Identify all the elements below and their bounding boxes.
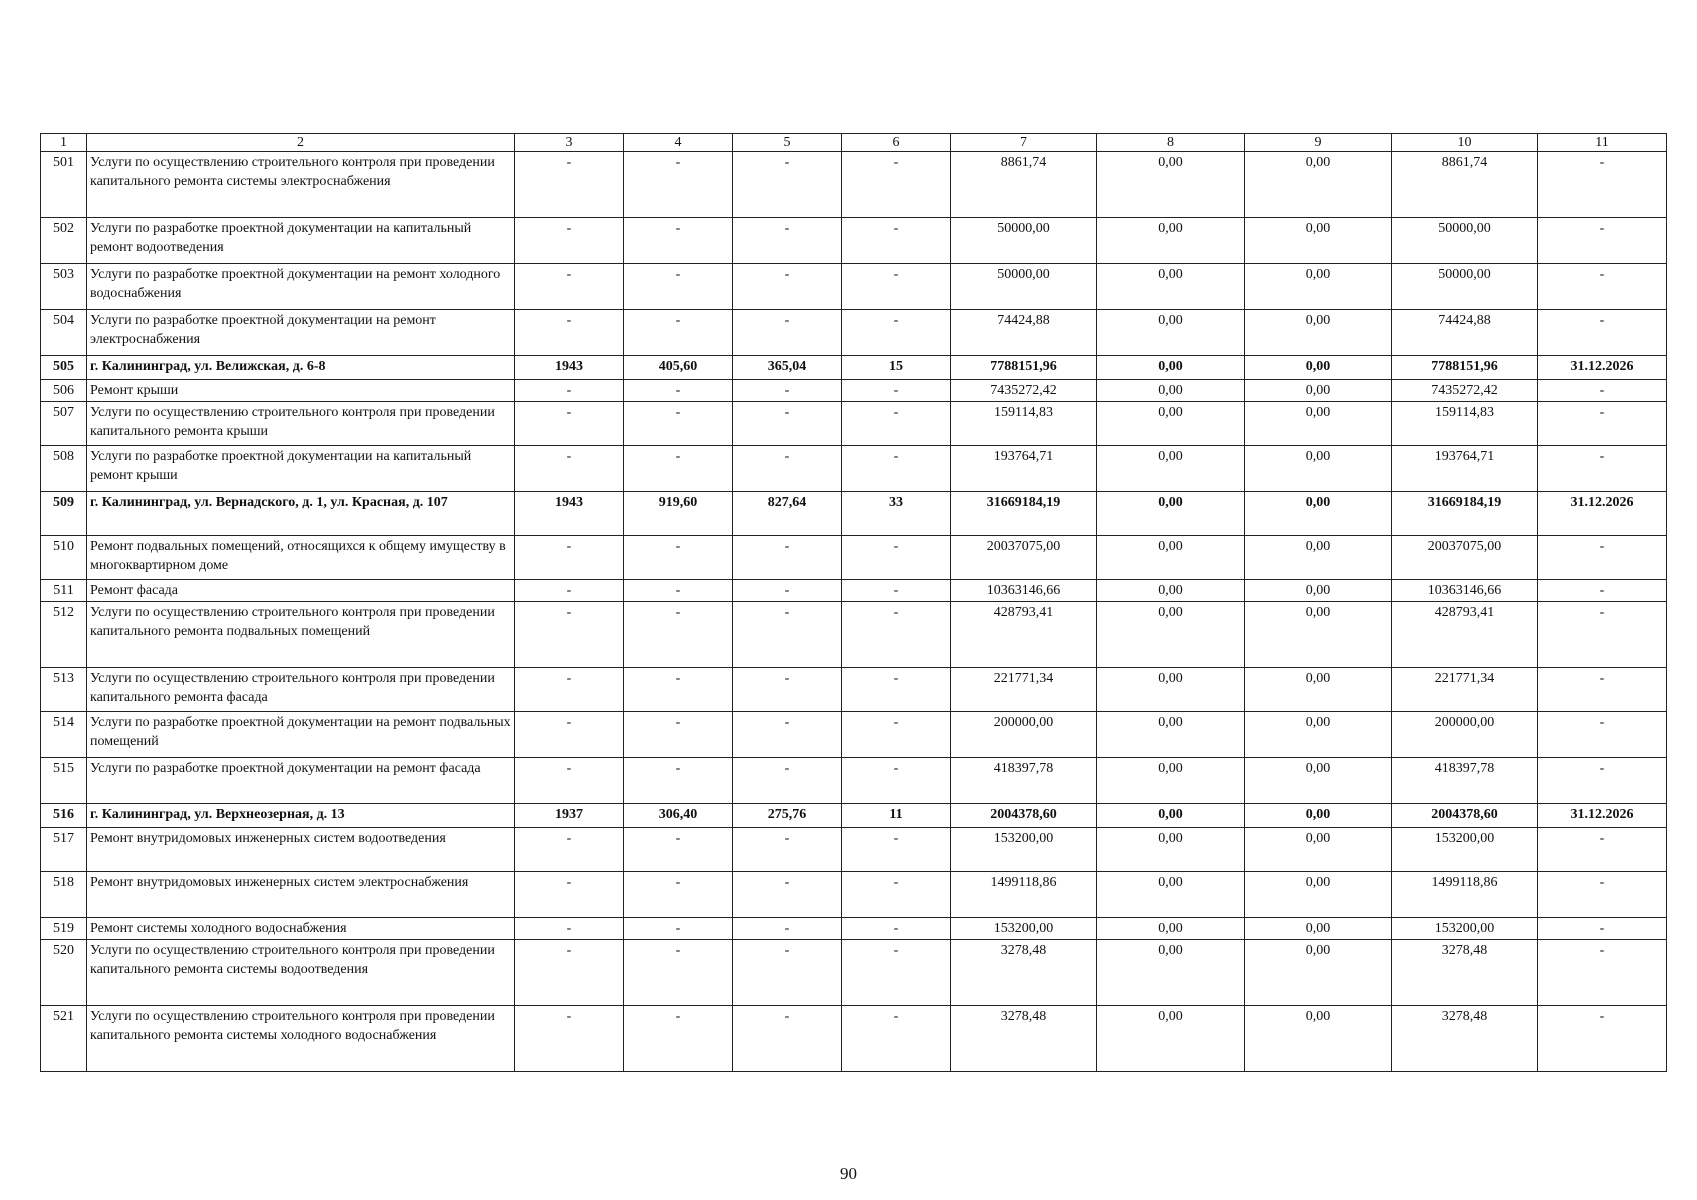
row-number-cell: 514: [41, 712, 87, 758]
total-area-cell: -: [624, 918, 733, 940]
regional-funds-cell: 0,00: [1245, 380, 1392, 402]
federal-funds-cell: 0,00: [1097, 828, 1245, 872]
total-area-cell: 405,60: [624, 356, 733, 380]
row-number-cell: 511: [41, 580, 87, 602]
row-number-cell: 521: [41, 1006, 87, 1072]
total-area-cell: -: [624, 152, 733, 218]
table-row: [41, 446, 1667, 492]
year-cell: -: [515, 828, 624, 872]
federal-funds-cell: 0,00: [1097, 536, 1245, 580]
column-header: 2: [87, 134, 515, 152]
regional-funds-cell: 0,00: [1245, 356, 1392, 380]
table-row: [41, 536, 1667, 580]
column-header: 7: [951, 134, 1097, 152]
table-row: [41, 492, 1667, 536]
residential-area-cell: -: [733, 668, 842, 712]
owner-funds-cell: 8861,74: [1392, 152, 1538, 218]
work-description-cell: Услуги по разработке проектной документации на ремонт холодного водоснабжения: [87, 264, 515, 310]
federal-funds-cell: 0,00: [1097, 804, 1245, 828]
residential-area-cell: -: [733, 918, 842, 940]
total-area-cell: -: [624, 580, 733, 602]
residential-area-cell: 365,04: [733, 356, 842, 380]
residential-area-cell: -: [733, 446, 842, 492]
total-cost-cell: 31669184,19: [951, 492, 1097, 536]
row-number-cell: 517: [41, 828, 87, 872]
deadline-cell: 31.12.2026: [1538, 356, 1667, 380]
total-cost-cell: 50000,00: [951, 218, 1097, 264]
residents-count-cell: -: [842, 218, 951, 264]
regional-funds-cell: 0,00: [1245, 828, 1392, 872]
work-description-cell: Услуги по осуществлению строительного контроля при проведении капитального ремонта системы водоотведения: [87, 940, 515, 1006]
work-description-cell: Услуги по осуществлению строительного контроля при проведении капитального ремонта системы электроснабжения: [87, 152, 515, 218]
residents-count-cell: -: [842, 602, 951, 668]
year-cell: 1937: [515, 804, 624, 828]
table-row: [41, 580, 1667, 602]
table-row: [41, 940, 1667, 1006]
total-area-cell: -: [624, 380, 733, 402]
residents-count-cell: 15: [842, 356, 951, 380]
residential-area-cell: -: [733, 580, 842, 602]
residents-count-cell: -: [842, 152, 951, 218]
row-number-cell: 509: [41, 492, 87, 536]
total-area-cell: -: [624, 446, 733, 492]
deadline-cell: -: [1538, 446, 1667, 492]
residential-area-cell: -: [733, 218, 842, 264]
federal-funds-cell: 0,00: [1097, 940, 1245, 1006]
regional-funds-cell: 0,00: [1245, 218, 1392, 264]
year-cell: -: [515, 218, 624, 264]
table-row: [41, 356, 1667, 380]
total-cost-cell: 159114,83: [951, 402, 1097, 446]
total-area-cell: -: [624, 758, 733, 804]
residential-area-cell: -: [733, 310, 842, 356]
deadline-cell: -: [1538, 602, 1667, 668]
federal-funds-cell: 0,00: [1097, 758, 1245, 804]
total-area-cell: -: [624, 602, 733, 668]
owner-funds-cell: 200000,00: [1392, 712, 1538, 758]
total-cost-cell: 2004378,60: [951, 804, 1097, 828]
regional-funds-cell: 0,00: [1245, 804, 1392, 828]
column-header: 6: [842, 134, 951, 152]
column-header: 4: [624, 134, 733, 152]
work-description-cell: Услуги по разработке проектной документации на капитальный ремонт водоотведения: [87, 218, 515, 264]
work-description-cell: г. Калининград, ул. Велижская, д. 6-8: [87, 356, 515, 380]
residential-area-cell: 275,76: [733, 804, 842, 828]
deadline-cell: -: [1538, 580, 1667, 602]
work-description-cell: Ремонт подвальных помещений, относящихся к общему имуществу в многоквартирном доме: [87, 536, 515, 580]
work-description-cell: г. Калининград, ул. Верхнеозерная, д. 13: [87, 804, 515, 828]
residential-area-cell: -: [733, 758, 842, 804]
year-cell: -: [515, 402, 624, 446]
row-number-cell: 512: [41, 602, 87, 668]
column-number-header-row: [41, 134, 1667, 152]
total-area-cell: -: [624, 828, 733, 872]
deadline-cell: -: [1538, 828, 1667, 872]
federal-funds-cell: 0,00: [1097, 310, 1245, 356]
owner-funds-cell: 1499118,86: [1392, 872, 1538, 918]
owner-funds-cell: 3278,48: [1392, 1006, 1538, 1072]
year-cell: -: [515, 918, 624, 940]
total-area-cell: -: [624, 402, 733, 446]
residential-area-cell: -: [733, 264, 842, 310]
deadline-cell: 31.12.2026: [1538, 492, 1667, 536]
owner-funds-cell: 2004378,60: [1392, 804, 1538, 828]
residents-count-cell: -: [842, 446, 951, 492]
residents-count-cell: -: [842, 918, 951, 940]
residents-count-cell: -: [842, 828, 951, 872]
total-cost-cell: 3278,48: [951, 940, 1097, 1006]
total-cost-cell: 50000,00: [951, 264, 1097, 310]
regional-funds-cell: 0,00: [1245, 602, 1392, 668]
owner-funds-cell: 10363146,66: [1392, 580, 1538, 602]
total-area-cell: 919,60: [624, 492, 733, 536]
residential-area-cell: -: [733, 402, 842, 446]
table-row: [41, 804, 1667, 828]
year-cell: -: [515, 602, 624, 668]
deadline-cell: -: [1538, 668, 1667, 712]
regional-funds-cell: 0,00: [1245, 872, 1392, 918]
regional-funds-cell: 0,00: [1245, 712, 1392, 758]
total-cost-cell: 200000,00: [951, 712, 1097, 758]
total-area-cell: -: [624, 264, 733, 310]
deadline-cell: -: [1538, 402, 1667, 446]
residents-count-cell: -: [842, 380, 951, 402]
residents-count-cell: -: [842, 940, 951, 1006]
year-cell: -: [515, 264, 624, 310]
table-row: [41, 758, 1667, 804]
total-cost-cell: 153200,00: [951, 828, 1097, 872]
work-description-cell: Услуги по разработке проектной документации на ремонт электроснабжения: [87, 310, 515, 356]
year-cell: -: [515, 152, 624, 218]
federal-funds-cell: 0,00: [1097, 580, 1245, 602]
deadline-cell: -: [1538, 872, 1667, 918]
total-cost-cell: 193764,71: [951, 446, 1097, 492]
regional-funds-cell: 0,00: [1245, 668, 1392, 712]
table-row: [41, 218, 1667, 264]
residents-count-cell: -: [842, 402, 951, 446]
column-header: 5: [733, 134, 842, 152]
table-row: [41, 602, 1667, 668]
total-area-cell: -: [624, 940, 733, 1006]
work-description-cell: Ремонт внутридомовых инженерных систем электроснабжения: [87, 872, 515, 918]
residents-count-cell: -: [842, 712, 951, 758]
residents-count-cell: -: [842, 668, 951, 712]
deadline-cell: -: [1538, 536, 1667, 580]
federal-funds-cell: 0,00: [1097, 264, 1245, 310]
owner-funds-cell: 193764,71: [1392, 446, 1538, 492]
year-cell: -: [515, 758, 624, 804]
table-row: [41, 872, 1667, 918]
table-row: [41, 668, 1667, 712]
residents-count-cell: -: [842, 580, 951, 602]
total-cost-cell: 7435272,42: [951, 380, 1097, 402]
residential-area-cell: -: [733, 380, 842, 402]
table-row: [41, 152, 1667, 218]
total-area-cell: -: [624, 536, 733, 580]
federal-funds-cell: 0,00: [1097, 712, 1245, 758]
row-number-cell: 506: [41, 380, 87, 402]
year-cell: -: [515, 1006, 624, 1072]
total-cost-cell: 20037075,00: [951, 536, 1097, 580]
owner-funds-cell: 31669184,19: [1392, 492, 1538, 536]
table-row: [41, 1006, 1667, 1072]
total-area-cell: -: [624, 712, 733, 758]
residential-area-cell: -: [733, 152, 842, 218]
year-cell: -: [515, 712, 624, 758]
federal-funds-cell: 0,00: [1097, 402, 1245, 446]
deadline-cell: -: [1538, 712, 1667, 758]
regional-funds-cell: 0,00: [1245, 1006, 1392, 1072]
work-description-cell: Ремонт системы холодного водоснабжения: [87, 918, 515, 940]
year-cell: -: [515, 536, 624, 580]
residents-count-cell: 11: [842, 804, 951, 828]
owner-funds-cell: 153200,00: [1392, 918, 1538, 940]
column-header: 9: [1245, 134, 1392, 152]
residents-count-cell: -: [842, 264, 951, 310]
owner-funds-cell: 20037075,00: [1392, 536, 1538, 580]
column-header: 10: [1392, 134, 1538, 152]
total-cost-cell: 221771,34: [951, 668, 1097, 712]
total-cost-cell: 74424,88: [951, 310, 1097, 356]
table-body: [41, 134, 1667, 1072]
regional-funds-cell: 0,00: [1245, 264, 1392, 310]
regional-funds-cell: 0,00: [1245, 402, 1392, 446]
deadline-cell: -: [1538, 940, 1667, 1006]
federal-funds-cell: 0,00: [1097, 218, 1245, 264]
work-description-cell: Ремонт фасада: [87, 580, 515, 602]
owner-funds-cell: 153200,00: [1392, 828, 1538, 872]
residents-count-cell: -: [842, 872, 951, 918]
row-number-cell: 510: [41, 536, 87, 580]
total-cost-cell: 153200,00: [951, 918, 1097, 940]
federal-funds-cell: 0,00: [1097, 1006, 1245, 1072]
regional-funds-cell: 0,00: [1245, 758, 1392, 804]
table-row: [41, 310, 1667, 356]
total-cost-cell: 8861,74: [951, 152, 1097, 218]
year-cell: -: [515, 446, 624, 492]
total-area-cell: -: [624, 218, 733, 264]
row-number-cell: 520: [41, 940, 87, 1006]
work-description-cell: Услуги по осуществлению строительного контроля при проведении капитального ремонта подвальных помещений: [87, 602, 515, 668]
owner-funds-cell: 74424,88: [1392, 310, 1538, 356]
deadline-cell: -: [1538, 152, 1667, 218]
federal-funds-cell: 0,00: [1097, 918, 1245, 940]
residents-count-cell: -: [842, 536, 951, 580]
total-cost-cell: 7788151,96: [951, 356, 1097, 380]
work-description-cell: Услуги по разработке проектной документации на ремонт подвальных помещений: [87, 712, 515, 758]
residential-area-cell: -: [733, 1006, 842, 1072]
row-number-cell: 513: [41, 668, 87, 712]
year-cell: -: [515, 580, 624, 602]
residents-count-cell: -: [842, 310, 951, 356]
work-description-cell: Услуги по разработке проектной документации на ремонт фасада: [87, 758, 515, 804]
owner-funds-cell: 159114,83: [1392, 402, 1538, 446]
work-description-cell: Услуги по разработке проектной документации на капитальный ремонт крыши: [87, 446, 515, 492]
residential-area-cell: -: [733, 602, 842, 668]
work-description-cell: г. Калининград, ул. Вернадского, д. 1, ул. Красная, д. 107: [87, 492, 515, 536]
row-number-cell: 518: [41, 872, 87, 918]
work-description-cell: Ремонт крыши: [87, 380, 515, 402]
table-row: [41, 264, 1667, 310]
owner-funds-cell: 428793,41: [1392, 602, 1538, 668]
federal-funds-cell: 0,00: [1097, 356, 1245, 380]
owner-funds-cell: 50000,00: [1392, 264, 1538, 310]
regional-funds-cell: 0,00: [1245, 152, 1392, 218]
page-number: 90: [840, 1164, 857, 1183]
owner-funds-cell: 50000,00: [1392, 218, 1538, 264]
year-cell: -: [515, 310, 624, 356]
deadline-cell: -: [1538, 1006, 1667, 1072]
column-header: 8: [1097, 134, 1245, 152]
column-header: 1: [41, 134, 87, 152]
total-area-cell: 306,40: [624, 804, 733, 828]
year-cell: -: [515, 668, 624, 712]
regional-funds-cell: 0,00: [1245, 492, 1392, 536]
owner-funds-cell: 7788151,96: [1392, 356, 1538, 380]
total-cost-cell: 1499118,86: [951, 872, 1097, 918]
federal-funds-cell: 0,00: [1097, 872, 1245, 918]
row-number-cell: 501: [41, 152, 87, 218]
owner-funds-cell: 418397,78: [1392, 758, 1538, 804]
regional-funds-cell: 0,00: [1245, 580, 1392, 602]
table-row: [41, 712, 1667, 758]
row-number-cell: 516: [41, 804, 87, 828]
residential-area-cell: -: [733, 872, 842, 918]
owner-funds-cell: 221771,34: [1392, 668, 1538, 712]
work-description-cell: Ремонт внутридомовых инженерных систем водоотведения: [87, 828, 515, 872]
regional-funds-cell: 0,00: [1245, 536, 1392, 580]
row-number-cell: 515: [41, 758, 87, 804]
total-cost-cell: 10363146,66: [951, 580, 1097, 602]
federal-funds-cell: 0,00: [1097, 446, 1245, 492]
year-cell: -: [515, 940, 624, 1006]
residents-count-cell: 33: [842, 492, 951, 536]
federal-funds-cell: 0,00: [1097, 492, 1245, 536]
residential-area-cell: -: [733, 712, 842, 758]
residents-count-cell: -: [842, 758, 951, 804]
work-description-cell: Услуги по осуществлению строительного контроля при проведении капитального ремонта системы холодного водоснабжения: [87, 1006, 515, 1072]
total-area-cell: -: [624, 872, 733, 918]
year-cell: -: [515, 872, 624, 918]
year-cell: 1943: [515, 492, 624, 536]
register-table: [40, 133, 1667, 1072]
owner-funds-cell: 7435272,42: [1392, 380, 1538, 402]
total-cost-cell: 428793,41: [951, 602, 1097, 668]
federal-funds-cell: 0,00: [1097, 602, 1245, 668]
total-area-cell: -: [624, 310, 733, 356]
column-header: 3: [515, 134, 624, 152]
residential-area-cell: -: [733, 940, 842, 1006]
deadline-cell: -: [1538, 918, 1667, 940]
residential-area-cell: -: [733, 536, 842, 580]
federal-funds-cell: 0,00: [1097, 668, 1245, 712]
row-number-cell: 503: [41, 264, 87, 310]
table-row: [41, 380, 1667, 402]
deadline-cell: -: [1538, 310, 1667, 356]
table-row: [41, 918, 1667, 940]
regional-funds-cell: 0,00: [1245, 446, 1392, 492]
deadline-cell: -: [1538, 380, 1667, 402]
work-description-cell: Услуги по осуществлению строительного контроля при проведении капитального ремонта фасада: [87, 668, 515, 712]
year-cell: -: [515, 380, 624, 402]
regional-funds-cell: 0,00: [1245, 310, 1392, 356]
deadline-cell: -: [1538, 218, 1667, 264]
owner-funds-cell: 3278,48: [1392, 940, 1538, 1006]
total-area-cell: -: [624, 668, 733, 712]
row-number-cell: 502: [41, 218, 87, 264]
row-number-cell: 505: [41, 356, 87, 380]
year-cell: 1943: [515, 356, 624, 380]
federal-funds-cell: 0,00: [1097, 152, 1245, 218]
residential-area-cell: -: [733, 828, 842, 872]
table-row: [41, 828, 1667, 872]
column-header: 11: [1538, 134, 1667, 152]
total-cost-cell: 3278,48: [951, 1006, 1097, 1072]
regional-funds-cell: 0,00: [1245, 940, 1392, 1006]
work-description-cell: Услуги по осуществлению строительного контроля при проведении капитального ремонта крыши: [87, 402, 515, 446]
row-number-cell: 507: [41, 402, 87, 446]
deadline-cell: 31.12.2026: [1538, 804, 1667, 828]
deadline-cell: -: [1538, 264, 1667, 310]
row-number-cell: 508: [41, 446, 87, 492]
regional-funds-cell: 0,00: [1245, 918, 1392, 940]
federal-funds-cell: 0,00: [1097, 380, 1245, 402]
deadline-cell: -: [1538, 758, 1667, 804]
total-cost-cell: 418397,78: [951, 758, 1097, 804]
residents-count-cell: -: [842, 1006, 951, 1072]
row-number-cell: 519: [41, 918, 87, 940]
row-number-cell: 504: [41, 310, 87, 356]
total-area-cell: -: [624, 1006, 733, 1072]
residential-area-cell: 827,64: [733, 492, 842, 536]
table-row: [41, 402, 1667, 446]
